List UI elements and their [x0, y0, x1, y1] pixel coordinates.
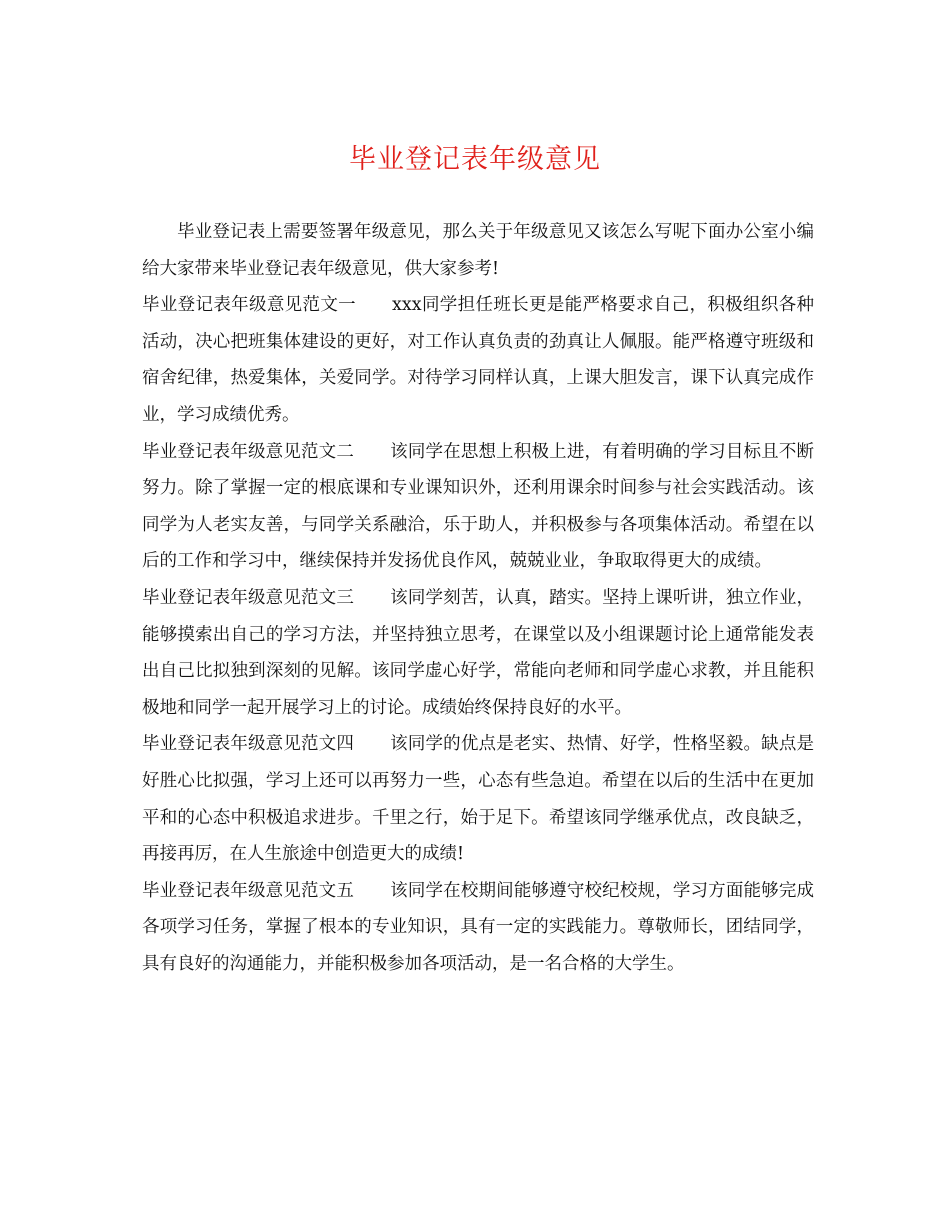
sample-text-3: 该同学刻苦，认真，踏实。坚持上课听讲，独立作业，能够摸索出自己的学习方法，并坚持独立思考，在课堂以及小组课题讨论上通常能发表出自己比拟独到深刻的见解。该同学虚心好学，常能向老师和同学虚心求教，并且能积极地和同学一起开展学习上的讨论。成绩始终保持良好的水平。 — [142, 587, 814, 718]
sample-heading-5: 毕业登记表年级意见范文五 — [142, 880, 354, 901]
sample-paragraph-4 — [142, 726, 814, 872]
sample-heading-1: 毕业登记表年级意见范文一 — [142, 295, 357, 316]
sample-paragraph-5 — [142, 873, 814, 983]
sample-paragraph-2 — [142, 434, 814, 580]
document-title: 毕业登记表年级意见 — [349, 144, 601, 175]
document-body — [142, 214, 814, 982]
intro-paragraph: 毕业登记表上需要签署年级意见，那么关于年级意见又该怎么写呢下面办公室小编给大家带来毕业登记表年级意见，供大家参考! — [142, 222, 814, 279]
sample-text-5: 该同学在校期间能够遵守校纪校规，学习方面能够完成各项学习任务，掌握了根本的专业知识，具有一定的实践能力。尊敬师长，团结同学，具有良好的沟通能力，并能积极参加各项活动，是一名合格的大学生。 — [142, 880, 814, 974]
sample-heading-2: 毕业登记表年级意见范文二 — [142, 441, 354, 462]
sample-heading-4: 毕业登记表年级意见范文四 — [142, 734, 354, 755]
sample-text-1: xxx同学担任班长更是能严格要求自己，积极组织各种活动，决心把班集体建设的更好，对工作认真负责的劲真让人佩服。能严格遵守班级和宿舍纪律，热爱集体，关爱同学。对待学习同样认真，上课大胆发言，课下认真完成作业，学习成绩优秀。 — [142, 295, 815, 425]
sample-paragraph-1 — [142, 287, 814, 433]
sample-text-2: 该同学在思想上积极上进，有着明确的学习目标且不断努力。除了掌握一定的根底课和专业课知识外，还利用课余时间参与社会实践活动。该同学为人老实友善，与同学关系融洽，乐于助人，并积极参与各项集体活动。希望在以后的工作和学习中，继续保持并发扬优良作风，兢兢业业，争取取得更大的成绩。 — [142, 441, 814, 572]
sample-text-4: 该同学的优点是老实、热情、好学，性格坚毅。缺点是好胜心比拟强，学习上还可以再努力一些，心态有些急迫。希望在以后的生活中在更加平和的心态中积极追求进步。千里之行，始于足下。希望该同学继承优点，改良缺乏，再接再厉，在人生旅途中创造更大的成绩! — [142, 734, 814, 865]
sample-paragraph-3 — [142, 580, 814, 726]
sample-heading-3: 毕业登记表年级意见范文三 — [142, 587, 354, 608]
